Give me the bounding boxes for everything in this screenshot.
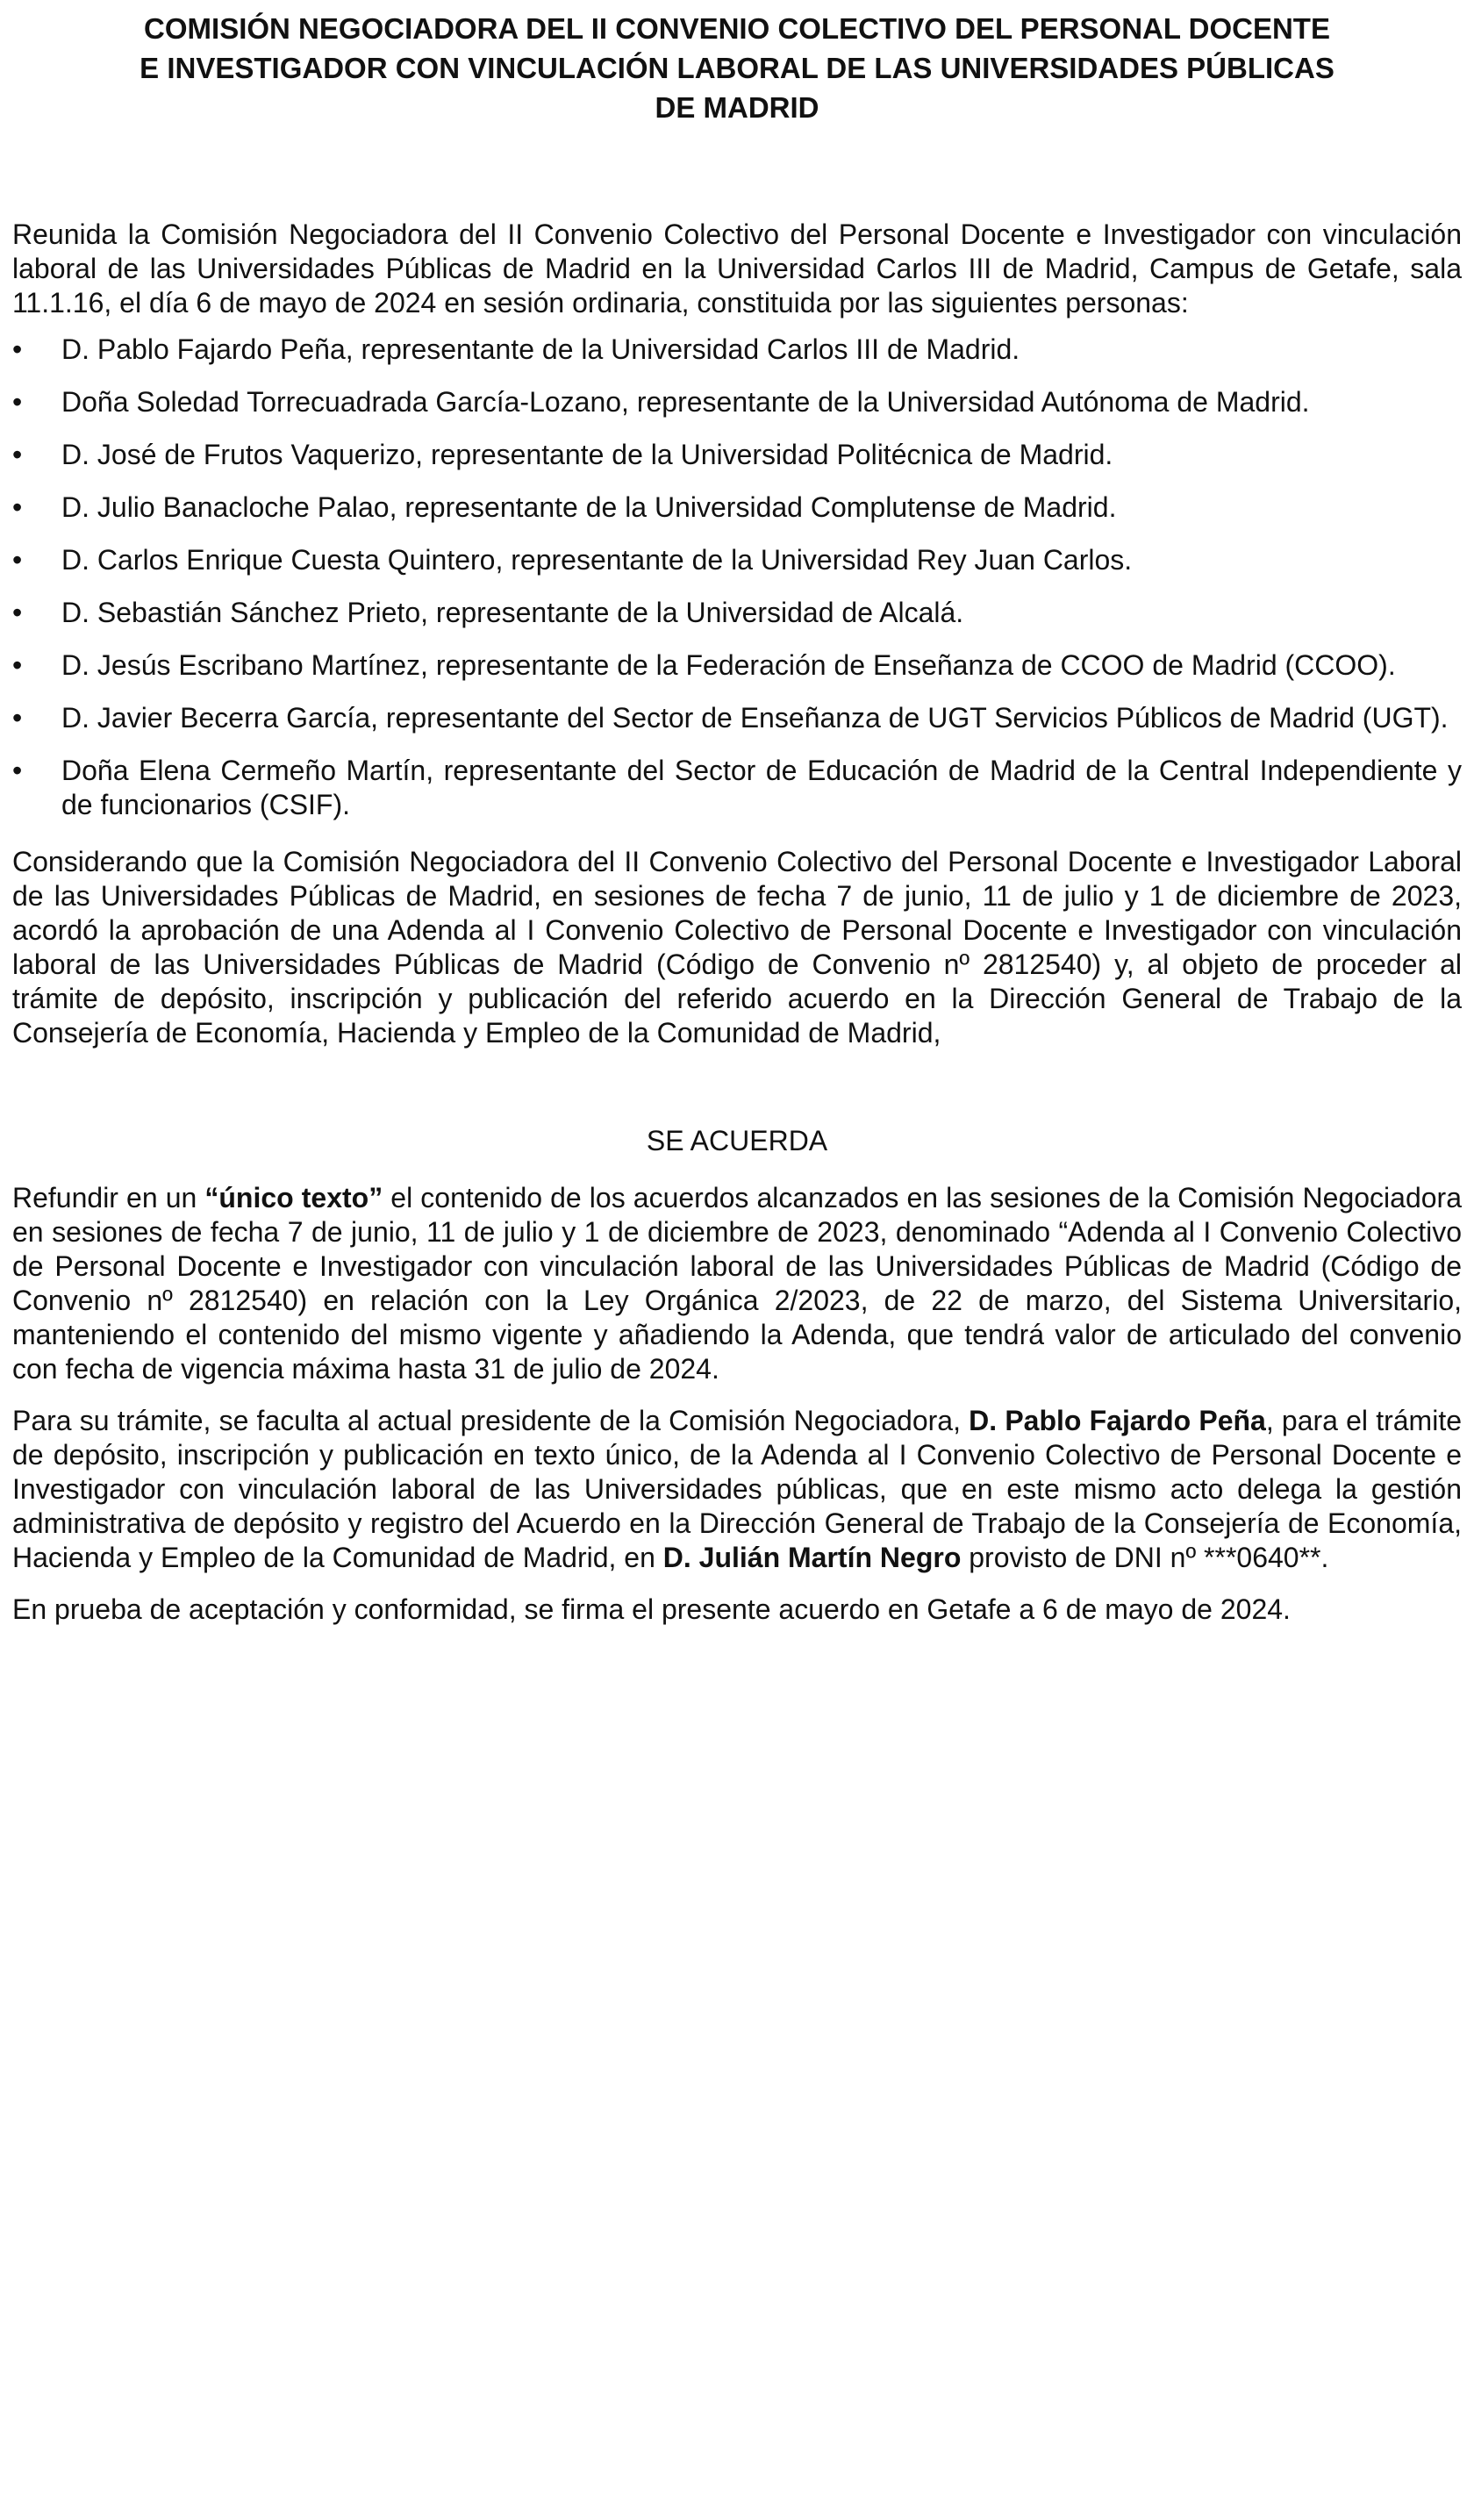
attendee-item [12,490,1462,525]
attendee-text: D. Carlos Enrique Cuesta Quintero, representante de la Universidad Rey Juan Carlos. [61,544,1133,576]
tramite-paragraph [12,1404,1462,1575]
bullet-icon: • [12,439,23,470]
title-line: COMISIÓN NEGOCIADORA DEL II CONVENIO COLECTIVO DEL PERSONAL DOCENTE [144,12,1330,45]
title-line: DE MADRID [655,91,819,124]
attendee-item [12,385,1462,419]
bullet-icon: • [12,649,23,681]
se-acuerda-heading: SE ACUERDA [646,1125,828,1156]
attendee-item [12,754,1462,822]
attendee-list [12,333,1462,822]
title-line: E INVESTIGADOR CON VINCULACIÓN LABORAL DE LAS UNIVERSIDADES PÚBLICAS [140,52,1334,84]
refundir-text-end: el contenido de los acuerdos alcanzados en las sesiones de la Comisión Negociadora en sesiones de fecha 7 de junio, 11 de julio y 1 de diciembre de 2023, denominado “Adenda al I Convenio Colectivo de Personal Docente e Investigador con vinculación laboral de las Universidades Públicas de Madrid (Código de Convenio nº 2812540) en relación con la Ley Orgánica 2/2023, de 22 de marzo, del Sistema Universitario, manteniendo el contenido del mismo vigente y añadiendo la Adenda, que tendrá valor de articulado del convenio con fecha de vigencia máxima hasta 31 de julio de 2024. [12,1182,1463,1385]
attendee-text: D. Julio Banacloche Palao, representante de la Universidad Complutense de Madrid. [61,491,1117,523]
refundir-bold: “único texto” [204,1182,383,1213]
bullet-icon: • [12,491,23,523]
attendee-item [12,648,1462,683]
tramite-text-2: , para el trámite de depósito, inscripción y publicación en texto único, de la Adenda al I Convenio Colectivo de Personal Docente e Investigador con vinculación laboral de las Universidades públicas, que en este mismo acto delega la gestión administrativa de depósito y registro del Acuerdo en la Dirección General de Trabajo de la Consejería de Economía, Hacienda y Empleo de la Comunidad de Madrid, en [12,1405,1463,1573]
document-page [12,9,1462,1627]
attendee-item [12,701,1462,735]
intro-paragraph: Reunida la Comisión Negociadora del II Convenio Colectivo del Personal Docente e Investigador con vinculación laboral de las Universidades Públicas de Madrid en la Universidad Carlos III de Madrid, Campus de Getafe, sala 11.1.16, el día 6 de mayo de 2024 en sesión ordinaria, constituida por las siguientes personas: [12,218,1462,319]
bullet-icon: • [12,386,23,418]
attendee-text: D. Pablo Fajardo Peña, representante de la Universidad Carlos III de Madrid. [61,333,1020,365]
document-body [12,218,1462,1627]
tramite-text-3: provisto de DNI nº ***0640**. [961,1542,1329,1573]
attendee-text: Doña Soledad Torrecuadrada García-Lozano, representante de la Universidad Autónoma de Madrid. [61,386,1310,418]
refundir-text-start: Refundir en un [12,1182,205,1213]
attendee-item [12,333,1462,367]
bullet-icon: • [12,333,23,365]
document-title [12,9,1462,127]
tramite-president-name: D. Pablo Fajardo Peña [969,1405,1266,1436]
tramite-delegate-name: D. Julián Martín Negro [662,1542,962,1573]
attendee-text: D. Javier Becerra García, representante del Sector de Enseñanza de UGT Servicios Públicos de Madrid (UGT). [61,702,1449,734]
attendee-text: Doña Elena Cermeño Martín, representante del Sector de Educación de Madrid de la Central Independiente y de funcionarios (CSIF). [61,755,1462,820]
bullet-icon: • [12,755,23,786]
considerando-paragraph: Considerando que la Comisión Negociadora del II Convenio Colectivo del Personal Docente e Investigador Laboral de las Universidades Públicas de Madrid, en sesiones de fecha 7 de junio, 11 de julio y 1 de diciembre de 2023, acordó la aprobación de una Adenda al I Convenio Colectivo de Personal Docente e Investigador con vinculación laboral de las Universidades Públicas de Madrid (Código de Convenio nº 2812540) y, al objeto de proceder al trámite de depósito, inscripción y publicación del referido acuerdo en la Dirección General de Trabajo de la Consejería de Economía, Hacienda y Empleo de la Comunidad de Madrid, [12,846,1462,1049]
bullet-icon: • [12,702,23,734]
tramite-text-1: Para su trámite, se faculta al actual presidente de la Comisión Negociadora, [12,1405,970,1436]
bullet-icon: • [12,597,23,628]
attendee-text: D. José de Frutos Vaquerizo, representante de la Universidad Politécnica de Madrid. [61,439,1113,470]
closing-paragraph: En prueba de aceptación y conformidad, se firma el presente acuerdo en Getafe a 6 de mayo de 2024. [12,1593,1291,1625]
attendee-text: D. Jesús Escribano Martínez, representante de la Federación de Enseñanza de CCOO de Madrid (CCOO). [61,649,1396,681]
bullet-icon: • [12,544,23,576]
attendee-text: D. Sebastián Sánchez Prieto, representante de la Universidad de Alcalá. [61,597,964,628]
attendee-item [12,438,1462,472]
refundir-paragraph [12,1181,1462,1386]
attendee-item [12,543,1462,577]
agreement-section [12,1181,1462,1627]
attendee-item [12,596,1462,630]
